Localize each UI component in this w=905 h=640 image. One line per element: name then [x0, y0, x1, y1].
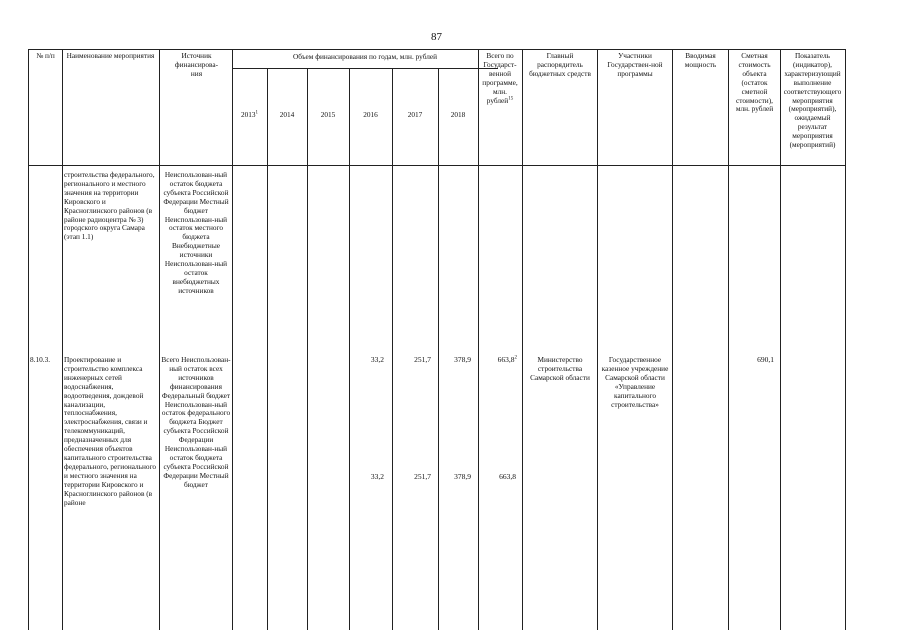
funding-group-divider: [232, 68, 498, 69]
col-border: [62, 49, 63, 630]
header-estimate: Сметная стоимость объекта (остаток сметной стоимости), млн. рублей: [735, 51, 774, 114]
col-border: [307, 68, 308, 630]
footnote-mark: 2: [514, 355, 517, 361]
col-border: [267, 68, 268, 630]
header-year-2013: [233, 111, 266, 120]
page-number: 87: [431, 31, 442, 43]
budget-2017: 251,7: [414, 472, 431, 481]
header-year-2017: 2017: [407, 110, 423, 119]
col-border: [522, 49, 523, 630]
col-border: [597, 49, 598, 630]
col-border: [159, 49, 160, 630]
header-total-label: Всего по Государст-венной программе, млн. рублей: [482, 51, 518, 105]
prev-row-name: строительства федерального, регионального и местного значения на территории Кировского и Красноглинского районов (в районе радиоцентра № 3) городского округа Самара (этап 1.1): [64, 170, 155, 242]
header-bottom-border: [28, 165, 846, 166]
col-border: [672, 49, 673, 630]
total-2016: 33,2: [370, 355, 384, 364]
header-year-2015: 2015: [320, 110, 336, 119]
col-border: [478, 49, 479, 630]
total-2018: 378,9: [454, 355, 471, 364]
budget-2016: 33,2: [370, 472, 384, 481]
budget-2018: 378,9: [454, 472, 471, 481]
col-border: [438, 68, 439, 630]
header-indicator: Показатель (индикатор), характеризующий выполнение соответствующего мероприятия (мероприятий), ожидаемый результат мероприятия (мероприятий): [783, 51, 842, 150]
header-total: [479, 52, 521, 105]
total-2017: 251,7: [414, 355, 431, 364]
financing-table: [28, 49, 846, 630]
header-year-2014: 2014: [279, 110, 295, 119]
prev-row-sources: Неиспользован-ный остаток бюджета субъекта Российской Федерации Местный бюджет Неиспользован-ный остаток местного бюджета Внебюджетные источники Неиспользован-ный остаток внебюджетных источников: [163, 170, 229, 295]
year-2013-label: 2013: [240, 110, 256, 119]
row-manager: Министерство строительства Самарской области: [530, 355, 590, 382]
footnote-mark: 1: [255, 110, 259, 116]
header-funding-group: Объем финансирования по годам, млн. рублей: [292, 52, 438, 61]
row-sources: Всего Неиспользован-ный остаток всех источников финансирования Федеральный бюджет Неиспользован-ный остаток федерального бюджета Бюджет субъекта Российской Федерации Неиспользован-ный остаток бюджета субъекта Российской Федерации Местный бюджет: [161, 355, 231, 489]
footnote-mark: 15: [508, 96, 514, 102]
header-year-2018: 2018: [450, 110, 466, 119]
col-border: [349, 68, 350, 630]
header-source: Источник финансирова-ния: [174, 51, 219, 78]
col-border: [845, 49, 846, 630]
header-year-2016: 2016: [363, 110, 378, 119]
row-participants: Государственное казенное учреждение Самарской области «Управление капитального строительства»: [601, 355, 669, 409]
header-name: Наименование мероприятия: [66, 51, 155, 60]
header-num: № п/п: [36, 51, 55, 60]
budget-total: 663,8: [499, 472, 516, 481]
row-estimate: 690,1: [757, 355, 774, 364]
col-border: [28, 49, 29, 630]
header-capacity: Вводимая мощность: [684, 51, 717, 69]
row-name: Проектирование и строительство комплекса инженерных сетей водоснабжения, водоотведения, дождевой канализации, теплоснабжения, электроснабжения, связи и телекоммуникаций, предназначенных для обеспечения объектов капитального строительства федерального, регионального и местного значения на территории Кировского и Красноглинского районов (в районе: [64, 355, 157, 507]
header-participants: Участники Государствен-ной программы: [607, 51, 663, 78]
total-all-value: 663,8: [497, 355, 515, 364]
header-manager: Главный распорядитель бюджетных средств: [529, 51, 591, 78]
table-top-border: [28, 49, 846, 50]
col-border: [232, 49, 233, 630]
col-border: [728, 49, 729, 630]
total-all: [479, 355, 517, 364]
row-number: 8.10.3.: [30, 355, 51, 364]
col-border: [392, 68, 393, 630]
